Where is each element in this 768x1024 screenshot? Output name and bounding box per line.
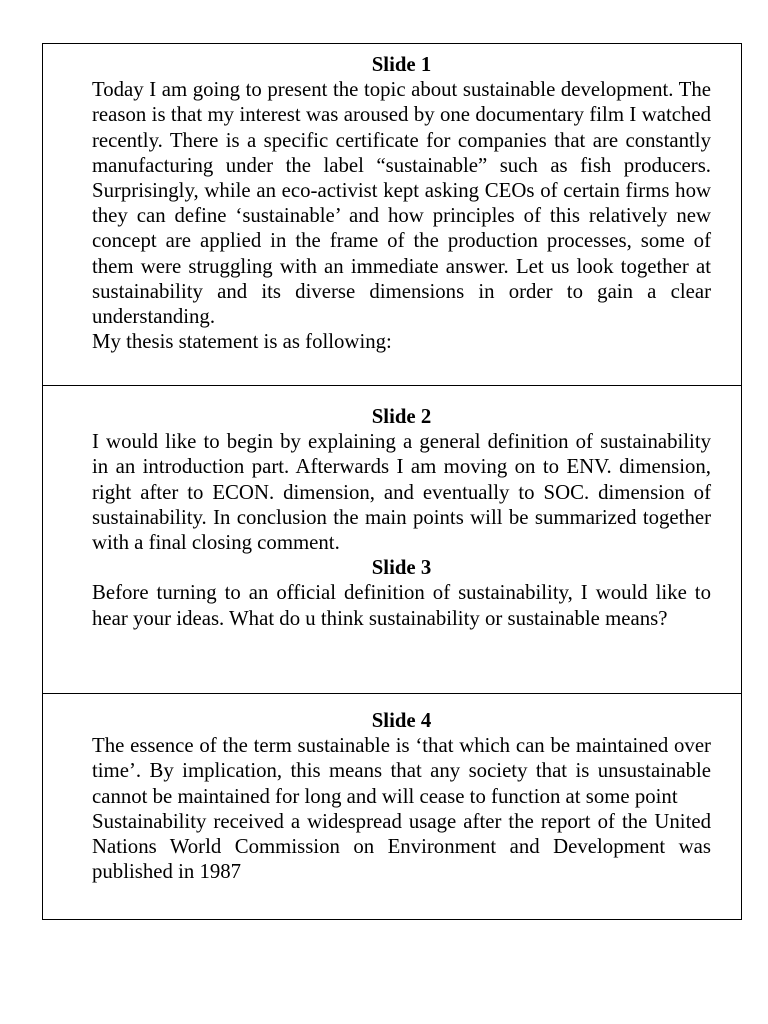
table-cell-2 [43,385,741,693]
slide-1-title: Slide 1 [371,53,432,76]
slide-3-title: Slide 3 [371,556,432,580]
slide-4-title: Slide 4 [371,709,432,732]
slide-notes-table [42,43,742,920]
slide-2-title: Slide 2 [371,405,432,428]
slide-4-paragraph-2: Sustainability received a widespread usage after the report of the United Nations World Commission on Environment and Development was published in 1987 [92,809,711,884]
slide-1-paragraph-2: My thesis statement is as following: [92,330,392,354]
slide-3-paragraph-1: Before turning to an official definition of sustainability, I would like to hear your ideas. What do u think sustainability or sustainable means? [92,581,711,630]
table-cell-3 [43,693,741,919]
slide-2-paragraph-1: I would like to begin by explaining a general definition of sustainability in an introduction part. Afterwards I am moving on to ENV. dimension, right after to ECON. dimension, and eventually to SOC. dimension of sustainability. In conclusion the main points will be summarized together with a final closing comment. [92,430,711,555]
slide-4-paragraph-1: The essence of the term sustainable is ‘that which can be maintained over time’. By implication, this means that any society that is unsustainable cannot be maintained for long and will cease to function at some point [92,734,711,808]
slide-1-paragraph-1: Today I am going to present the topic about sustainable development. The reason is that my interest was aroused by one documentary film I watched recently. There is a specific certificate for companies that are constantly manufacturing under the label “sustainable” such as fish producers. Surprisingly, while an eco-activist kept asking CEOs of certain firms how they can define ‘sustainable’ and how principles of this relatively new concept are applied in the frame of the production processes, some of them were struggling with an immediate answer. Let us look together at sustainability and its diverse dimensions in order to gain a clear understanding. [92,78,711,329]
table-cell-1 [43,44,741,385]
